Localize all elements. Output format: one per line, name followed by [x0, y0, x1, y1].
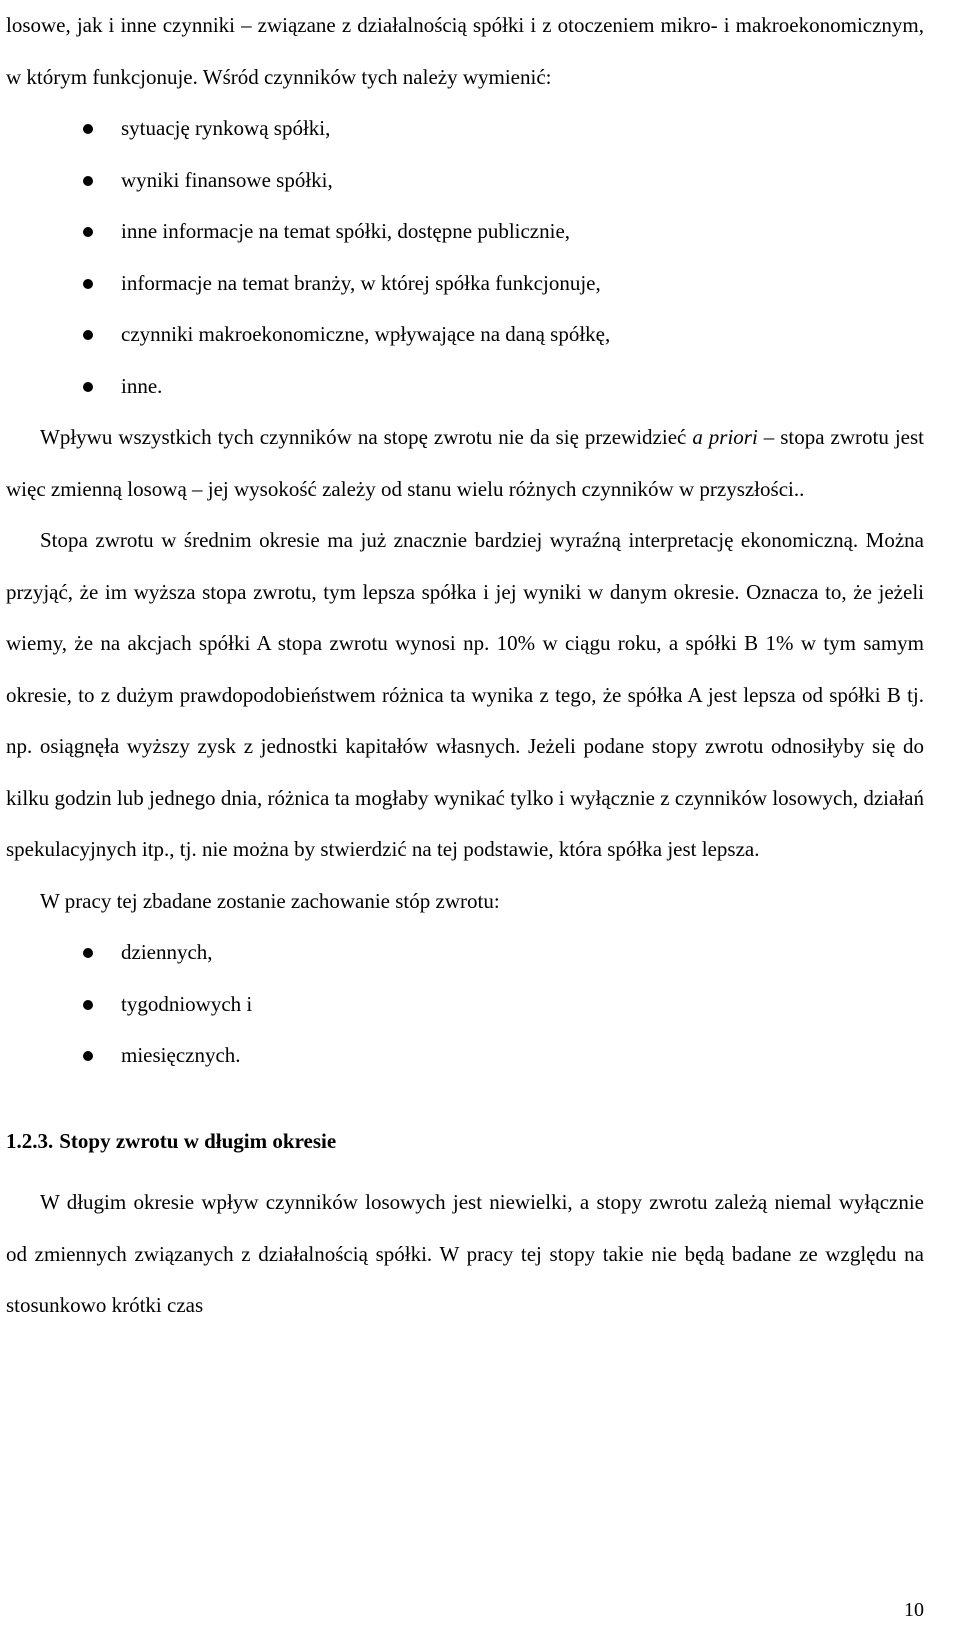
list-item — [6, 361, 924, 413]
bullet-icon — [83, 382, 93, 392]
paragraph-unpredictability — [6, 412, 924, 515]
list-item-text: miesięcznych. — [121, 1043, 241, 1067]
bullet-icon — [83, 279, 93, 289]
bullet-icon — [83, 1000, 93, 1010]
list-item-text: inne informacje na temat spółki, dostępne publicznie, — [121, 219, 571, 243]
paragraph-long-term: W długim okresie wpływ czynników losowych jest niewielki, a stopy zwrotu zależą niemal wyłącznie od zmiennych związanych z działalnością spółki. W pracy tej stopy takie nie będą badane ze względu na stosunkowo krótki czas — [6, 1190, 924, 1317]
section-title: Stopy zwrotu w długim okresie — [59, 1128, 337, 1153]
list-item — [6, 927, 924, 979]
page-number: 10 — [904, 1599, 924, 1621]
bullet-icon — [83, 330, 93, 340]
list-item — [6, 206, 924, 258]
list-item-text: inne. — [121, 373, 163, 398]
document-page — [6, 0, 924, 1332]
list-item-text: wyniki finansowe spółki, — [121, 167, 333, 192]
paragraph-text: Wpływu wszystkich tych czynników na stopę zwrotu nie da się przewidzieć — [40, 425, 693, 449]
section-spacer — [6, 1082, 924, 1116]
paragraph-study-scope: W pracy tej zbadane zostanie zachowanie stóp zwrotu: — [40, 888, 500, 913]
list-item-text: informacje na temat branży, w której spółka funkcjonuje, — [121, 270, 601, 295]
heading-spacer — [6, 1167, 924, 1177]
list-item — [6, 979, 924, 1031]
section-number: 1.2.3. — [6, 1128, 54, 1153]
list-item-text: sytuację rynkową spółki, — [121, 116, 331, 140]
section-heading — [6, 1116, 924, 1168]
italic-term: a priori — [692, 425, 758, 449]
paragraph-intro: losowe, jak i inne czynniki – związane z działalnością spółki i z otoczeniem mikro- i makroekonomicznym, w którym funkcjonuje. Wśród czynników tych należy wymienić: — [6, 13, 924, 89]
list-item-text: tygodniowych i — [121, 991, 253, 1016]
bullet-icon — [83, 124, 93, 134]
bullet-icon — [83, 227, 93, 237]
list-item-text: czynniki makroekonomiczne, wpływające na daną spółkę, — [121, 322, 611, 346]
bullet-icon — [83, 176, 93, 186]
paragraph-medium-term: Stopa zwrotu w średnim okresie ma już znacznie bardziej wyraźną interpretację ekonomiczną. Można przyjąć, że im wyższa stopa zwrotu, tym lepsza spółka i jej wyniki w danym okresie. Oznacza to, że jeżeli wiemy, że na akcjach spółki A stopa zwrotu wynosi np. 10% w ciągu roku, a spółki B 1% w tym samym okresie, to z dużym prawdopodobieństwem różnica ta wynika z tego, że spółka A jest lepsza od spółki B tj. np. osiągnęła wyższy zysk z jednostki kapitałów własnych. Jeżeli podane stopy zwrotu odnosiłyby się do kilku godzin lub jednego dnia, różnica ta mogłaby wynikać tylko i wyłącznie z czynników losowych, działań spekulacyjnych itp., tj. nie można by stwierdzić na tej podstawie, która spółka jest lepsza. — [6, 528, 924, 861]
list-item — [6, 155, 924, 207]
list-item — [6, 103, 924, 155]
list-item-text: dziennych, — [121, 940, 213, 964]
list-item — [6, 309, 924, 361]
bullet-list-frequencies — [6, 927, 924, 1082]
bullet-icon — [83, 948, 93, 958]
list-item — [6, 258, 924, 310]
paragraph-text: – stopa zwrotu jest więc zmienną losową – jej wysokość zależy od stanu wielu różnych czynników w przyszłości.. — [6, 425, 924, 501]
bullet-icon — [83, 1051, 93, 1061]
list-item — [6, 1030, 924, 1082]
bullet-list-factors — [6, 103, 924, 412]
